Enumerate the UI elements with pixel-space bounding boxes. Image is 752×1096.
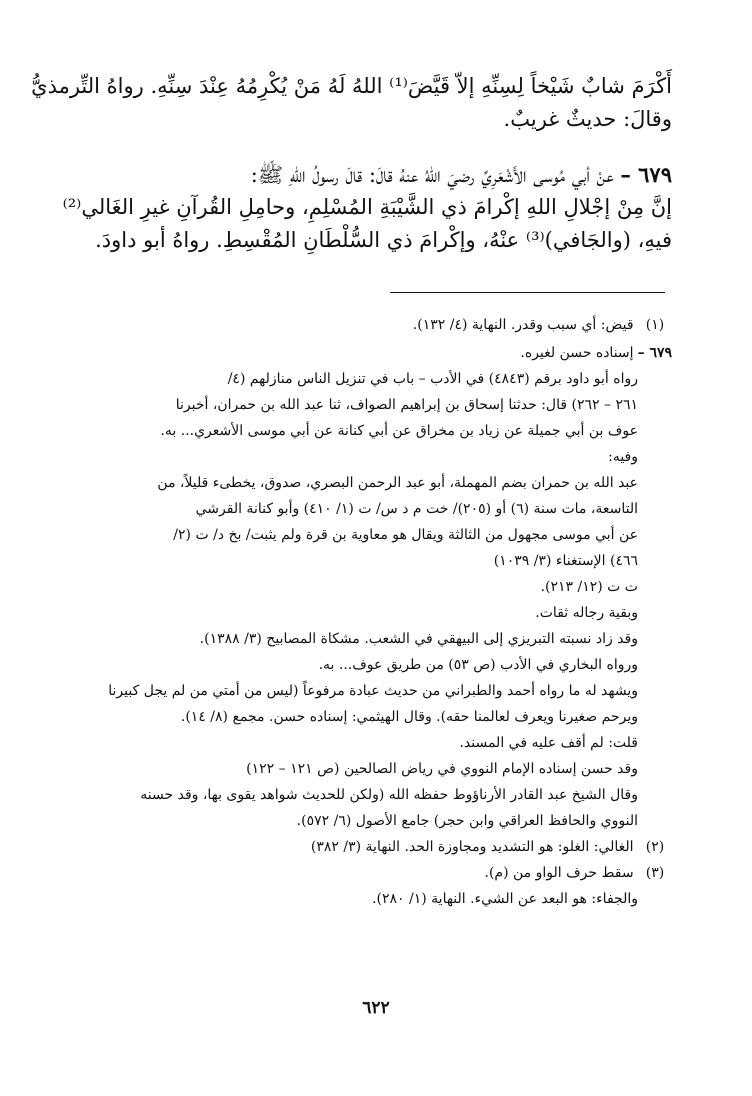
footnote-line	[82, 366, 672, 392]
footnote-2	[82, 834, 672, 860]
footnote-mark: (١)	[645, 317, 665, 333]
hadith-679	[62, 158, 672, 257]
footnote-line	[82, 626, 672, 652]
page-number: ٦٢٢	[362, 998, 390, 1018]
footnote-text: ٢٦١ – ٢٦٢) قال: حدثنا إسحاق بن إبراهيم الصواف، ثنا عبد الله بن حمران، أخبرنا	[175, 397, 638, 413]
footnote-line	[82, 312, 672, 338]
footnote-mark: ٦٧٩ –	[637, 345, 672, 361]
footnote-text: قلت: لم أقف عليه في المسند.	[459, 735, 638, 751]
footnote-mark: (٣)	[645, 865, 665, 881]
footnote-line	[82, 496, 672, 522]
footnote-separator	[390, 292, 665, 293]
footnote-line	[82, 548, 672, 574]
footnote-line	[82, 470, 672, 496]
footnote-heading: إسناده حسن لغيره.	[520, 345, 634, 361]
footnote-text: عبد الله بن حمران بضم المهملة، أبو عبد الرحمن البصري، صدوق، يخطىء قليلاً، من	[157, 475, 638, 491]
footnote-line	[82, 340, 672, 366]
footnote-line	[82, 392, 672, 418]
hadith-line: إنَّ مِنْ إجْلالِ اللهِ إكْرامَ ذي الشَّيْبَةِ المُسْلِمِ، وحامِلِ القُرآنِ غيرِ الغَالي⁽²⁾	[62, 195, 672, 219]
footnote-text: سقط حرف الواو من (م).	[484, 865, 634, 881]
main-text-continuation	[31, 70, 672, 136]
footnote-text: قيض: أي سبب وقدر. النهاية (٤/ ١٣٢).	[412, 317, 634, 333]
footnote-1	[82, 312, 672, 338]
main-line: أَكْرَمَ شابٌ شَيْخاً لِسِنِّهِ إلاّ قَيَّضَ⁽¹⁾ اللهُ لَهُ مَنْ يُكْرِمُهُ عِنْدَ سِنِّهِ. رواهُ التِّرمذيُّ	[31, 74, 672, 98]
footnote-text: وبقية رجاله ثقات.	[535, 605, 638, 621]
footnote-text: وقال الشيخ عبد القادر الأرناؤوط حفظه الله (ولكن للحديث شواهد يقوى بها، وقد حسنه	[140, 787, 638, 803]
hadith-line	[82, 158, 672, 191]
footnote-text: ويشهد له ما رواه أحمد والطبراني من حديث عبادة مرفوعاً (ليس من أمتي من لم يجل كبيرنا	[108, 683, 638, 699]
footnote-line	[82, 756, 672, 782]
footnote-text: ويرحم صغيرنا ويعرف لعالمنا حقه). وقال الهيثمي: إسناده حسن. مجمع (٨/ ١٤).	[180, 709, 638, 725]
hadith-text: عنْ أبي مُوسى الأَشْعَرِيِّ رضيَ اللهُ عنهُ قالَ: قالَ رسولُ اللهِ ﷺ:	[250, 163, 614, 187]
footnote-text: الغالي: الغلو: هو التشديد ومجاوزة الحد. النهاية (٣/ ٣٨٢)	[310, 839, 634, 855]
footnote-line	[82, 600, 672, 626]
footnote-text: وفيه:	[608, 449, 638, 465]
footnote-text: عن أبي موسى مجهول من الثالثة ويقال هو معاوية بن قرة ولم يثبت/ بخ د/ ت (٢/	[173, 527, 638, 543]
footnote-line	[82, 886, 672, 912]
footnote-line	[82, 444, 672, 470]
footnote-text: ورواه البخاري في الأدب (ص ٥٣) من طريق عوف... به.	[318, 657, 638, 673]
footnote-text: ٤٦٦) الإستغناء (٣/ ١٠٣٩)	[493, 553, 638, 569]
footnote-text: رواه أبو داود برقم (٤٨٤٣) في الأدب – باب في تنزيل الناس منازلهم (٤/	[227, 371, 638, 387]
footnote-text: وقد حسن إسناده الإمام النووي في رياض الصالحين (ص ١٢١ – ١٢٢)	[246, 761, 638, 777]
footnote-679	[82, 340, 672, 912]
hadith-number: ٦٧٩ –	[620, 162, 672, 187]
footnote-line	[82, 574, 672, 600]
footnote-line	[82, 678, 672, 704]
footnote-text: التاسعة، مات سنة (٦) أو (٢٠٥)/ خت م د س/ ت (١/ ٤١٠) وأبو كنانة القرشي	[195, 501, 638, 517]
footnote-text: عوف بن أبي جميلة عن زياد بن مخراق عن أبي كنانة عن أبي موسى الأشعري... به.	[160, 423, 638, 439]
footnote-text: وقد زاد نسبته التبريزي إلى البيهقي في الشعب. مشكاة المصابيح (٣/ ١٣٨٨).	[199, 631, 638, 647]
main-line: وقالَ: حديثٌ غريبٌ.	[503, 107, 672, 131]
footnote-line	[82, 730, 672, 756]
footnote-line	[82, 808, 672, 834]
footnote-line	[82, 652, 672, 678]
footnote-line	[82, 418, 672, 444]
footnote-line	[82, 704, 672, 730]
footnote-line	[82, 522, 672, 548]
footnote-3	[82, 860, 672, 886]
footnote-line	[82, 782, 672, 808]
footnote-text: ت ت (١٢/ ٢١٣).	[540, 579, 638, 595]
footnote-text: النووي والحافظ العراقي وابن حجر) جامع الأصول (٦/ ٥٧٢).	[296, 813, 638, 829]
footnote-text: والجفاء: هو البعد عن الشيء. النهاية (١/ ٢٨٠).	[372, 891, 638, 907]
hadith-line: فيهِ، (والجَافي)⁽³⁾ عنْهُ، وإكْرامَ ذي السُّلْطَانِ المُقْسِطِ. رواهُ أبو داودَ.	[95, 228, 672, 252]
footnote-mark: (٢)	[645, 839, 665, 855]
